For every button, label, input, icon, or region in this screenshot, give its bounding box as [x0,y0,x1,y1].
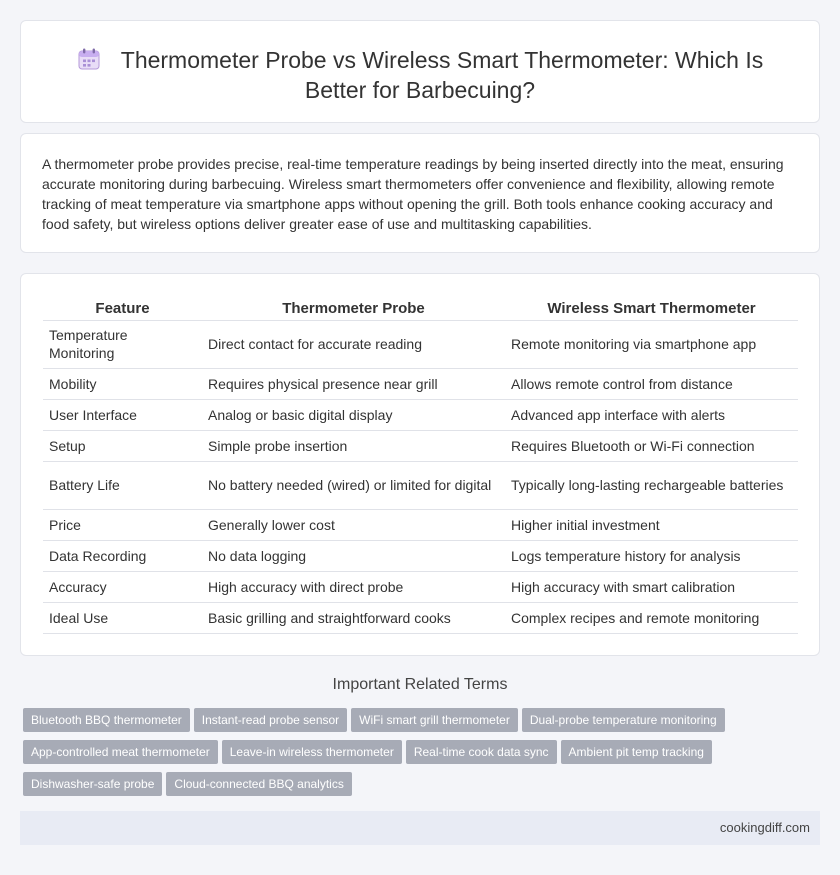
comparison-table [43,294,798,634]
wireless-cell: High accuracy with smart calibration [505,571,798,602]
probe-cell: Requires physical presence near grill [202,368,505,399]
feature-cell: Ideal Use [43,602,202,633]
table-row [43,540,798,571]
feature-cell: Data Recording [43,540,202,571]
table-row [43,430,798,461]
intro-card [20,133,820,253]
wireless-cell: Allows remote control from distance [505,368,798,399]
probe-cell: Analog or basic digital display [202,399,505,430]
wireless-cell: Remote monitoring via smartphone app [505,320,798,368]
tag-leave-in-wireless-thermometer[interactable]: Leave-in wireless thermometer [222,740,402,764]
title-line-1: Thermometer Probe vs Wireless Smart Thermometer: Which Is [120,47,764,73]
feature-cell: Temperature Monitoring [43,320,202,368]
table-row [43,509,798,540]
intro-paragraph: A thermometer probe provides precise, real-time temperature readings by being inserted directly into the meat, ensuring accurate monitoring during barbecuing. Wireless smart thermometers offer convenience and flexibility, allowing remote tracking of meat temperature via smartphone apps without opening the grill. Both tools enhance cooking accuracy and food safety, but wireless options deliver greater ease of use and multitasking capabilities. [42,156,784,232]
table-row [43,602,798,633]
header-thermometer-probe: Thermometer Probe [202,294,505,320]
title-line-2: Better for Barbecuing? [304,77,536,103]
page-title [21,45,819,105]
probe-cell: No data logging [202,540,505,571]
wireless-cell: Requires Bluetooth or Wi-Fi connection [505,430,798,461]
feature-cell: Battery Life [43,461,202,509]
probe-cell: Simple probe insertion [202,430,505,461]
table-row [43,320,798,368]
tag-ambient-pit-temp-tracking[interactable]: Ambient pit temp tracking [561,740,712,764]
tag-app-controlled-meat-thermometer[interactable]: App-controlled meat thermometer [23,740,218,764]
wireless-cell: Higher initial investment [505,509,798,540]
tag-cloud-connected-bbq-analytics[interactable]: Cloud-connected BBQ analytics [166,772,351,796]
feature-cell: User Interface [43,399,202,430]
probe-cell: Direct contact for accurate reading [202,320,505,368]
wireless-cell: Complex recipes and remote monitoring [505,602,798,633]
tag-dual-probe-temperature-monitoring[interactable]: Dual-probe temperature monitoring [522,708,725,732]
table-row [43,571,798,602]
tag-real-time-cook-data-sync[interactable]: Real-time cook data sync [406,740,557,764]
comparison-card [20,273,820,656]
feature-cell: Mobility [43,368,202,399]
footer [20,811,820,845]
title-card [20,20,820,123]
tag-dishwasher-safe-probe[interactable]: Dishwasher-safe probe [23,772,162,796]
probe-cell: No battery needed (wired) or limited for digital [202,461,505,509]
feature-cell: Setup [43,430,202,461]
table-row [43,399,798,430]
wireless-cell: Typically long-lasting rechargeable batteries [505,461,798,509]
probe-cell: Generally lower cost [202,509,505,540]
probe-cell: Basic grilling and straightforward cooks [202,602,505,633]
table-row [43,368,798,399]
tag-instant-read-probe-sensor[interactable]: Instant-read probe sensor [194,708,347,732]
feature-cell: Price [43,509,202,540]
related-terms-title: Important Related Terms [332,676,508,693]
probe-cell: High accuracy with direct probe [202,571,505,602]
footer-site-link[interactable]: cookingdiff.com [719,820,810,835]
header-feature: Feature [43,294,202,320]
header-wireless-smart-thermometer: Wireless Smart Thermometer [505,294,798,320]
wireless-cell: Logs temperature history for analysis [505,540,798,571]
calendar-icon [77,47,101,71]
tag-bluetooth-bbq-thermometer[interactable]: Bluetooth BBQ thermometer [23,708,190,732]
wireless-cell: Advanced app interface with alerts [505,399,798,430]
feature-cell: Accuracy [43,571,202,602]
related-terms-tags [23,708,823,804]
table-row [43,461,798,509]
tag-wifi-smart-grill-thermometer[interactable]: WiFi smart grill thermometer [351,708,518,732]
